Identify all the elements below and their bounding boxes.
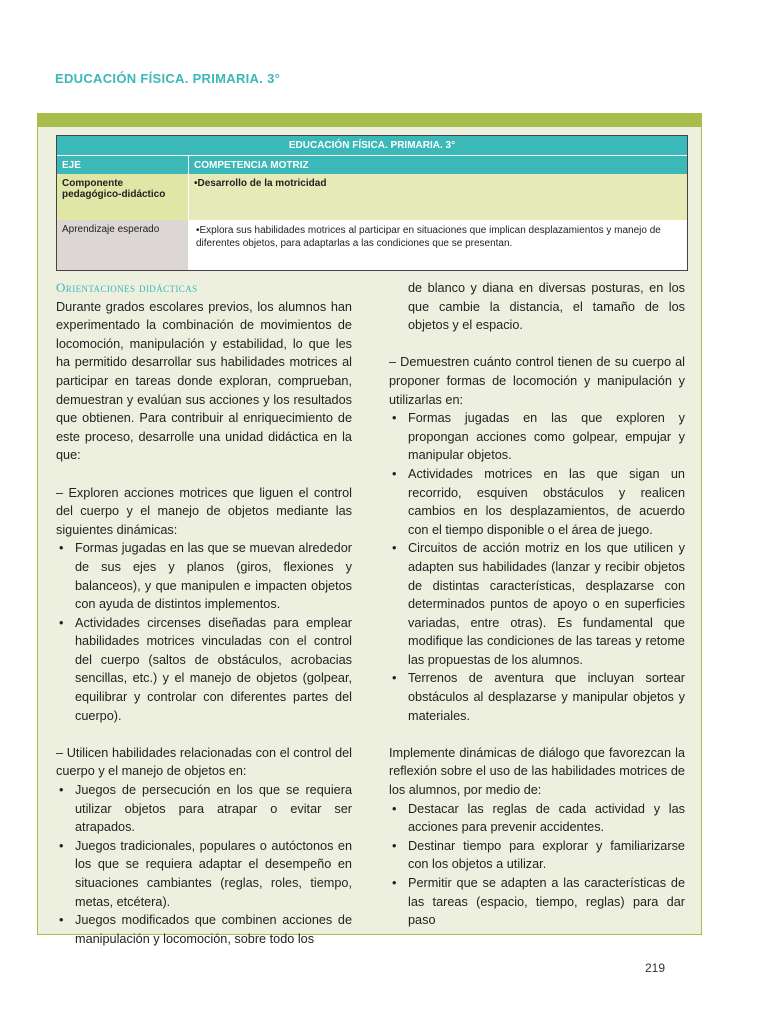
group1-list [56,539,352,725]
group4-list [389,800,685,930]
section-title: Orientaciones didácticas [56,280,198,295]
row-label-aprendizaje: Aprendizaje esperado [57,220,189,270]
row-value-componente: •Desarrollo de la motricidad [189,174,688,220]
list-item: • Formas jugadas en las que se muevan alrededor de sus ejes y planos (giros, flexiones y balanceos), y que manipulen e impacten objetos con ayuda de distintos implementos. [56,539,352,613]
group3-list [389,409,685,725]
list-item: • Formas jugadas en las que exploren y propongan acciones como golpear, empujar y manipular objetos. [389,409,685,465]
group1-intro: – Exploren acciones motrices que liguen el control del cuerpo y el manejo de objetos mediante las siguientes dinámicas: [56,485,352,537]
table-header-competencia: COMPETENCIA MOTRIZ [189,156,688,175]
list-item: • Circuitos de acción motriz en los que utilicen y adapten sus habilidades (lanzar y recibir objetos de distintas características, desplazarse con determinados puntos de apoyo o en superficies variadas, entre otras). Es fundamental que modifique las condiciones de las tareas y retome las propuestas de los alumnos. [389,539,685,669]
continuation-text: de blanco y diana en diversas posturas, en los que cambie la distancia, el tamaño de los objetos y el espacio. [408,281,685,333]
list-item: • Juegos de persecución en los que se requiera utilizar objetos para atrapar o evitar ser atrapados. [56,781,352,837]
content-panel [37,113,702,946]
group4-intro: Implemente dinámicas de diálogo que favorezcan la reflexión sobre el uso de las habilidades motrices de los alumnos, por medio de: [389,745,685,798]
table-title: EDUCACIÓN FÍSICA. PRIMARIA. 3° [57,136,687,156]
list-item: • Terrenos de aventura que incluyan sortear obstáculos al desplazarse y manipular objetos y materiales. [389,669,685,725]
page-header: EDUCACIÓN FÍSICA. PRIMARIA. 3° [55,71,281,86]
list-item: • Destinar tiempo para explorar y familiarizarse con los objetos a utilizar. [389,837,685,874]
left-column [56,279,352,948]
row-value-aprendizaje: •Explora sus habilidades motrices al participar en situaciones que implican desplazamientos y manejo de diferentes objetos, para adaptarlas a las condiciones que se presentan. [189,220,688,270]
list-item: • Destacar las reglas de cada actividad y las acciones para prevenir accidentes. [389,800,685,837]
page-number: 219 [645,961,666,975]
list-item: • Actividades circenses diseñadas para emplear habilidades motrices vinculadas con el control del cuerpo (saltos de obstáculos, acrobacias sencillas, etc.) y el manejo de objetos (golpear, equilibrar y controlar con diferentes partes del cuerpo). [56,614,352,726]
list-item: • Juegos tradicionales, populares o autóctonos en los que se requiera adaptar el desempeño en situaciones cambiantes (reglas, roles, tiempo, metas, etcétera). [56,837,352,911]
right-column [389,279,685,930]
table-header-eje: EJE [57,156,189,175]
list-item: • Permitir que se adapten a las características de las tareas (espacio, tiempo, reglas) para dar paso [389,874,685,930]
list-item: • Juegos modificados que combinen acciones de manipulación y locomoción, sobre todo los [56,911,352,948]
row-label-componente: Componente pedagógico-didáctico [57,174,189,220]
intro-paragraph: Durante grados escolares previos, los alumnos han experimentado la combinación de movimientos de locomoción, manipulación y estabilidad, lo que les ha permitido desarrollar sus habilidades motrices al participar en tareas donde exploran, comprueban, demuestran y evalúan sus acciones y los resultados que obtienen. Para contribuir al enriquecimiento de este proceso, desarrolle una unidad didáctica en la que: [56,299,352,463]
group2-intro: – Utilicen habilidades relacionadas con el control del cuerpo y el manejo de objetos en: [56,745,352,779]
list-item: • Actividades motrices en las que sigan un recorrido, esquiven obstáculos y realicen cambios en los desplazamientos, de acuerdo con el tiempo disponible o el área de juego. [389,465,685,539]
curriculum-table [56,135,688,271]
group3-intro: – Demuestren cuánto control tienen de su cuerpo al proponer formas de locomoción y manipulación y utilizarlas en: [389,355,685,407]
group2-list [56,781,352,948]
